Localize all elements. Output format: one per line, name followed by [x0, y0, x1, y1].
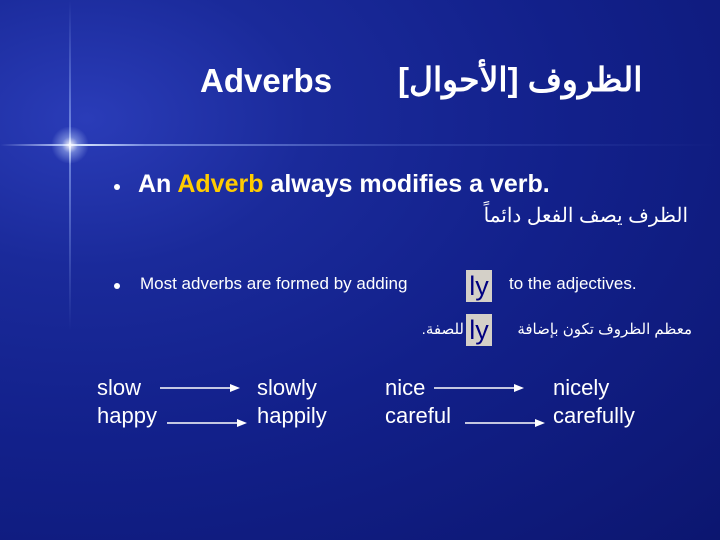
bullet-1-post: always modifies a verb.: [263, 170, 550, 198]
bullet-2-tail: to the adjectives.: [509, 274, 637, 293]
example-adverb-happily: happily: [257, 403, 327, 428]
example-adjective-nice: nice: [385, 375, 426, 400]
example-adjective-careful: careful: [385, 403, 452, 428]
example-adjective-slow: slow: [97, 375, 142, 400]
arrow-right-icon: [434, 383, 524, 393]
light-streak-horizontal: [0, 144, 720, 146]
slide-title-english: Adverbs: [200, 62, 333, 99]
bullet-2-arabic-left: للصفة.: [421, 321, 464, 338]
example-adjective-happy: happy: [97, 403, 157, 428]
bullet-point-1: [114, 184, 120, 190]
ly-suffix-box-2: ly: [466, 314, 492, 346]
bullet-point-2: [114, 283, 120, 289]
slide-title-arabic: الظروف [الأحوال]: [398, 61, 643, 98]
bullet-2-arabic-right: معظم الظروف تكون بإضافة: [517, 321, 692, 338]
bullet-1-highlight: Adverb: [177, 170, 264, 198]
arrow-right-icon: [160, 383, 240, 393]
example-adverb-slowly: slowly: [257, 375, 317, 400]
bullet-2-text: Most adverbs are formed by adding: [140, 274, 408, 293]
bullet-1-arabic: الظرف يصف الفعل دائماً: [483, 205, 688, 227]
ly-suffix-box: ly: [466, 270, 492, 302]
light-flare: [50, 127, 90, 163]
bullet-1-pre: An: [138, 170, 178, 198]
example-adverb-carefully: carefully: [553, 403, 635, 428]
example-adverb-nicely: nicely: [553, 375, 610, 400]
light-streak-vertical: [69, 0, 71, 330]
arrow-right-icon: [465, 418, 545, 428]
bullet-1-text: [138, 170, 550, 199]
arrow-right-icon: [167, 418, 247, 428]
